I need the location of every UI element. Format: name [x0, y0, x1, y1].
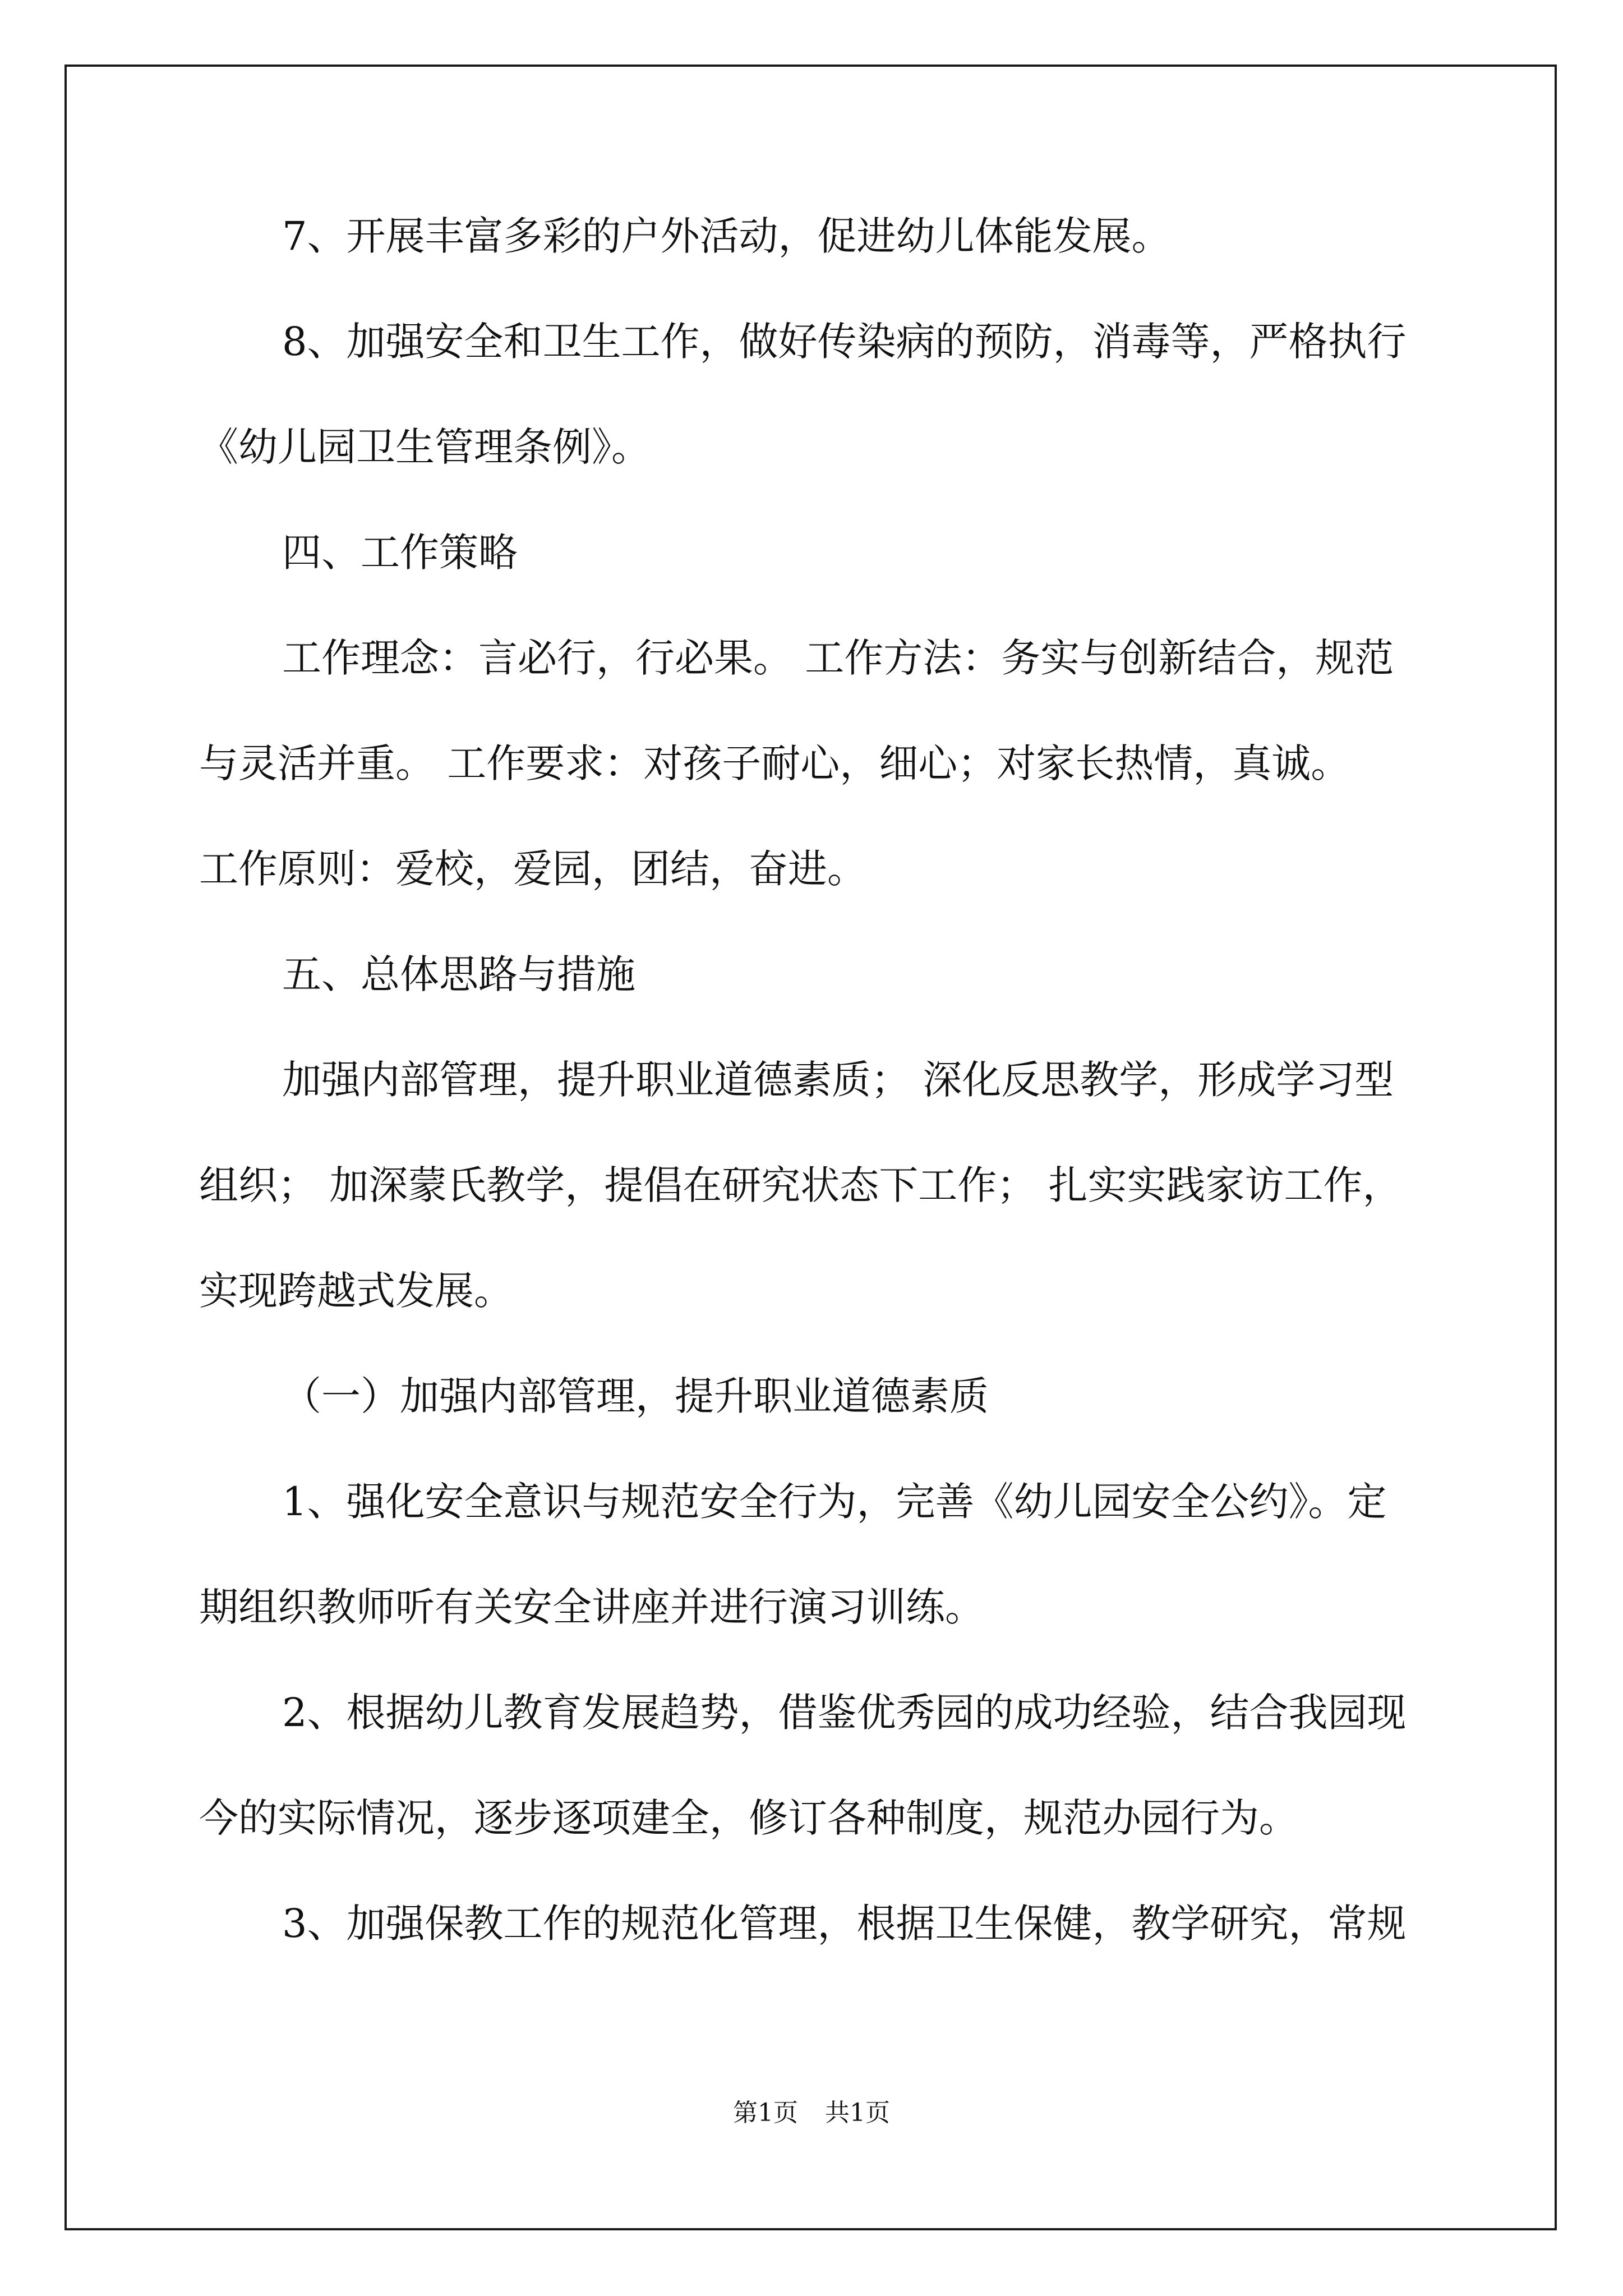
text-line: 3、加强保教工作的规范化管理，根据卫生保健，教学研究，常规 — [282, 1901, 1407, 1947]
page-number: 第1页 — [733, 2099, 798, 2127]
text-line: 组织； 加深蒙氏教学，提倡在研究状态下工作； 扎实实践家访工作， — [199, 1162, 1402, 1208]
text-line: 7、开展丰富多彩的户外活动，促进幼儿体能发展。 — [282, 213, 1171, 259]
subsection-heading-internal-management — [199, 1373, 1427, 1481]
text-line: 工作原则：爱校，爱园，团结，奋进。 — [199, 846, 866, 892]
text-line: 实现跨越式发展。 — [199, 1268, 513, 1314]
text-line: 2、根据幼儿教育发展趋势，借鉴优秀园的成功经验，结合我园现 — [282, 1690, 1407, 1736]
text-line: 与灵活并重。 工作要求：对孩子耐心，细心；对家长热情，真诚。 — [199, 740, 1350, 786]
paragraph-item-3 — [199, 1903, 1427, 2009]
text-line: 五、总体思路与措施 — [282, 951, 635, 997]
paragraph-item-1 — [199, 1481, 1427, 1692]
paragraph-item-8 — [199, 321, 1427, 532]
paragraph-item-2 — [199, 1692, 1427, 1903]
paragraph-work-principles — [199, 635, 1427, 954]
section-heading-strategy — [199, 532, 1427, 638]
text-line: 今的实际情况，逐步逐项建全，修订各种制度，规范办园行为。 — [199, 1795, 1298, 1841]
text-line: 1、强化安全意识与规范安全行为，完善《幼儿园安全公约》。定 — [282, 1479, 1387, 1525]
text-line: 期组织教师听有关安全讲座并进行演习训练。 — [199, 1584, 984, 1630]
text-line: 《幼儿园卫生管理条例》。 — [199, 424, 651, 470]
page-footer — [0, 2099, 1623, 2127]
text-line: 工作理念：言必行，行必果。 工作方法：务实与创新结合，规范 — [282, 635, 1394, 681]
page-total: 共1页 — [825, 2099, 890, 2127]
paragraph-overall-approach — [199, 1057, 1427, 1376]
text-line: 8、加强安全和卫生工作，做好传染病的预防，消毒等，严格执行 — [282, 319, 1407, 365]
paragraph-item-7 — [199, 213, 1427, 321]
text-line: 四、工作策略 — [282, 530, 518, 576]
section-heading-measures — [199, 951, 1427, 1060]
document-body — [199, 213, 1427, 2009]
text-line: （一）加强内部管理，提升职业道德素质 — [282, 1373, 989, 1419]
text-line: 加强内部管理，提升职业道德素质； 深化反思教学，形成学习型 — [282, 1057, 1394, 1103]
